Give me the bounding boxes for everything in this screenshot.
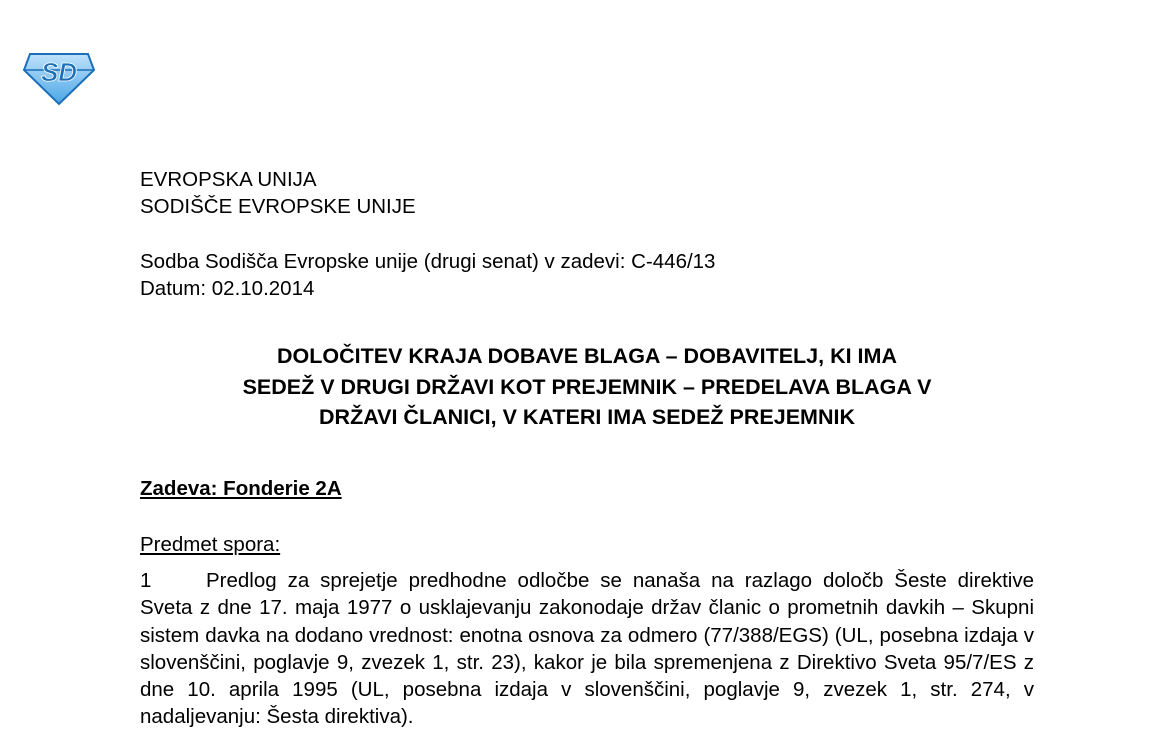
paragraph-text: Predlog za sprejetje predhodne odločbe se nanaša na razlago določb Šeste direktive Sveta z dne 17. maja 1977 o usklajevanju zakonodaje držav članic o prometnih davkih – Skupni sistem davka na dodano vrednost: enotna osnova za odmero (77/388/EGS) (UL, posebna izdaja v slovenščini, poglavje 9, zvezek 1, str. 23), kakor je bila spremenjena z Direktivo Sveta 95/7/ES z dne 10. aprila 1995 (UL, posebna izdaja v slovenščini, poglavje 9, zvezek 1, str. 274, v nadaljevanju: Šesta direktiva). <box>140 569 1034 729</box>
judgment-reference: Sodba Sodišča Evropske unije (drugi senat) v zadevi: C-446/13 <box>140 250 716 273</box>
title-line-2: SEDEŽ V DRUGI DRŽAVI KOT PREJEMNIK – PREDELAVA BLAGA V <box>242 374 932 399</box>
sd-logo-icon <box>22 48 96 106</box>
institution-line-1: EVROPSKA UNIJA <box>140 168 317 191</box>
institution-block <box>140 166 416 220</box>
paragraph-number: 1 <box>140 569 152 592</box>
institution-line-2: SODIŠČE EVROPSKE UNIJE <box>140 195 416 218</box>
judgment-date: Datum: 02.10.2014 <box>140 277 315 300</box>
case-label: Zadeva: Fonderie 2A <box>140 477 342 500</box>
title-line-3: DRŽAVI ČLANICI, V KATERI IMA SEDEŽ PREJEMNIK <box>319 405 855 429</box>
document-title <box>140 341 1034 433</box>
subject-heading: Predmet spora: <box>140 533 281 556</box>
svg-text:SD: SD <box>40 57 78 87</box>
title-line-1: DOLOČITEV KRAJA DOBAVE BLAGA – DOBAVITELJ, KI IMA <box>277 344 897 368</box>
judgment-meta <box>140 248 715 302</box>
paragraph-1 <box>140 567 1034 731</box>
